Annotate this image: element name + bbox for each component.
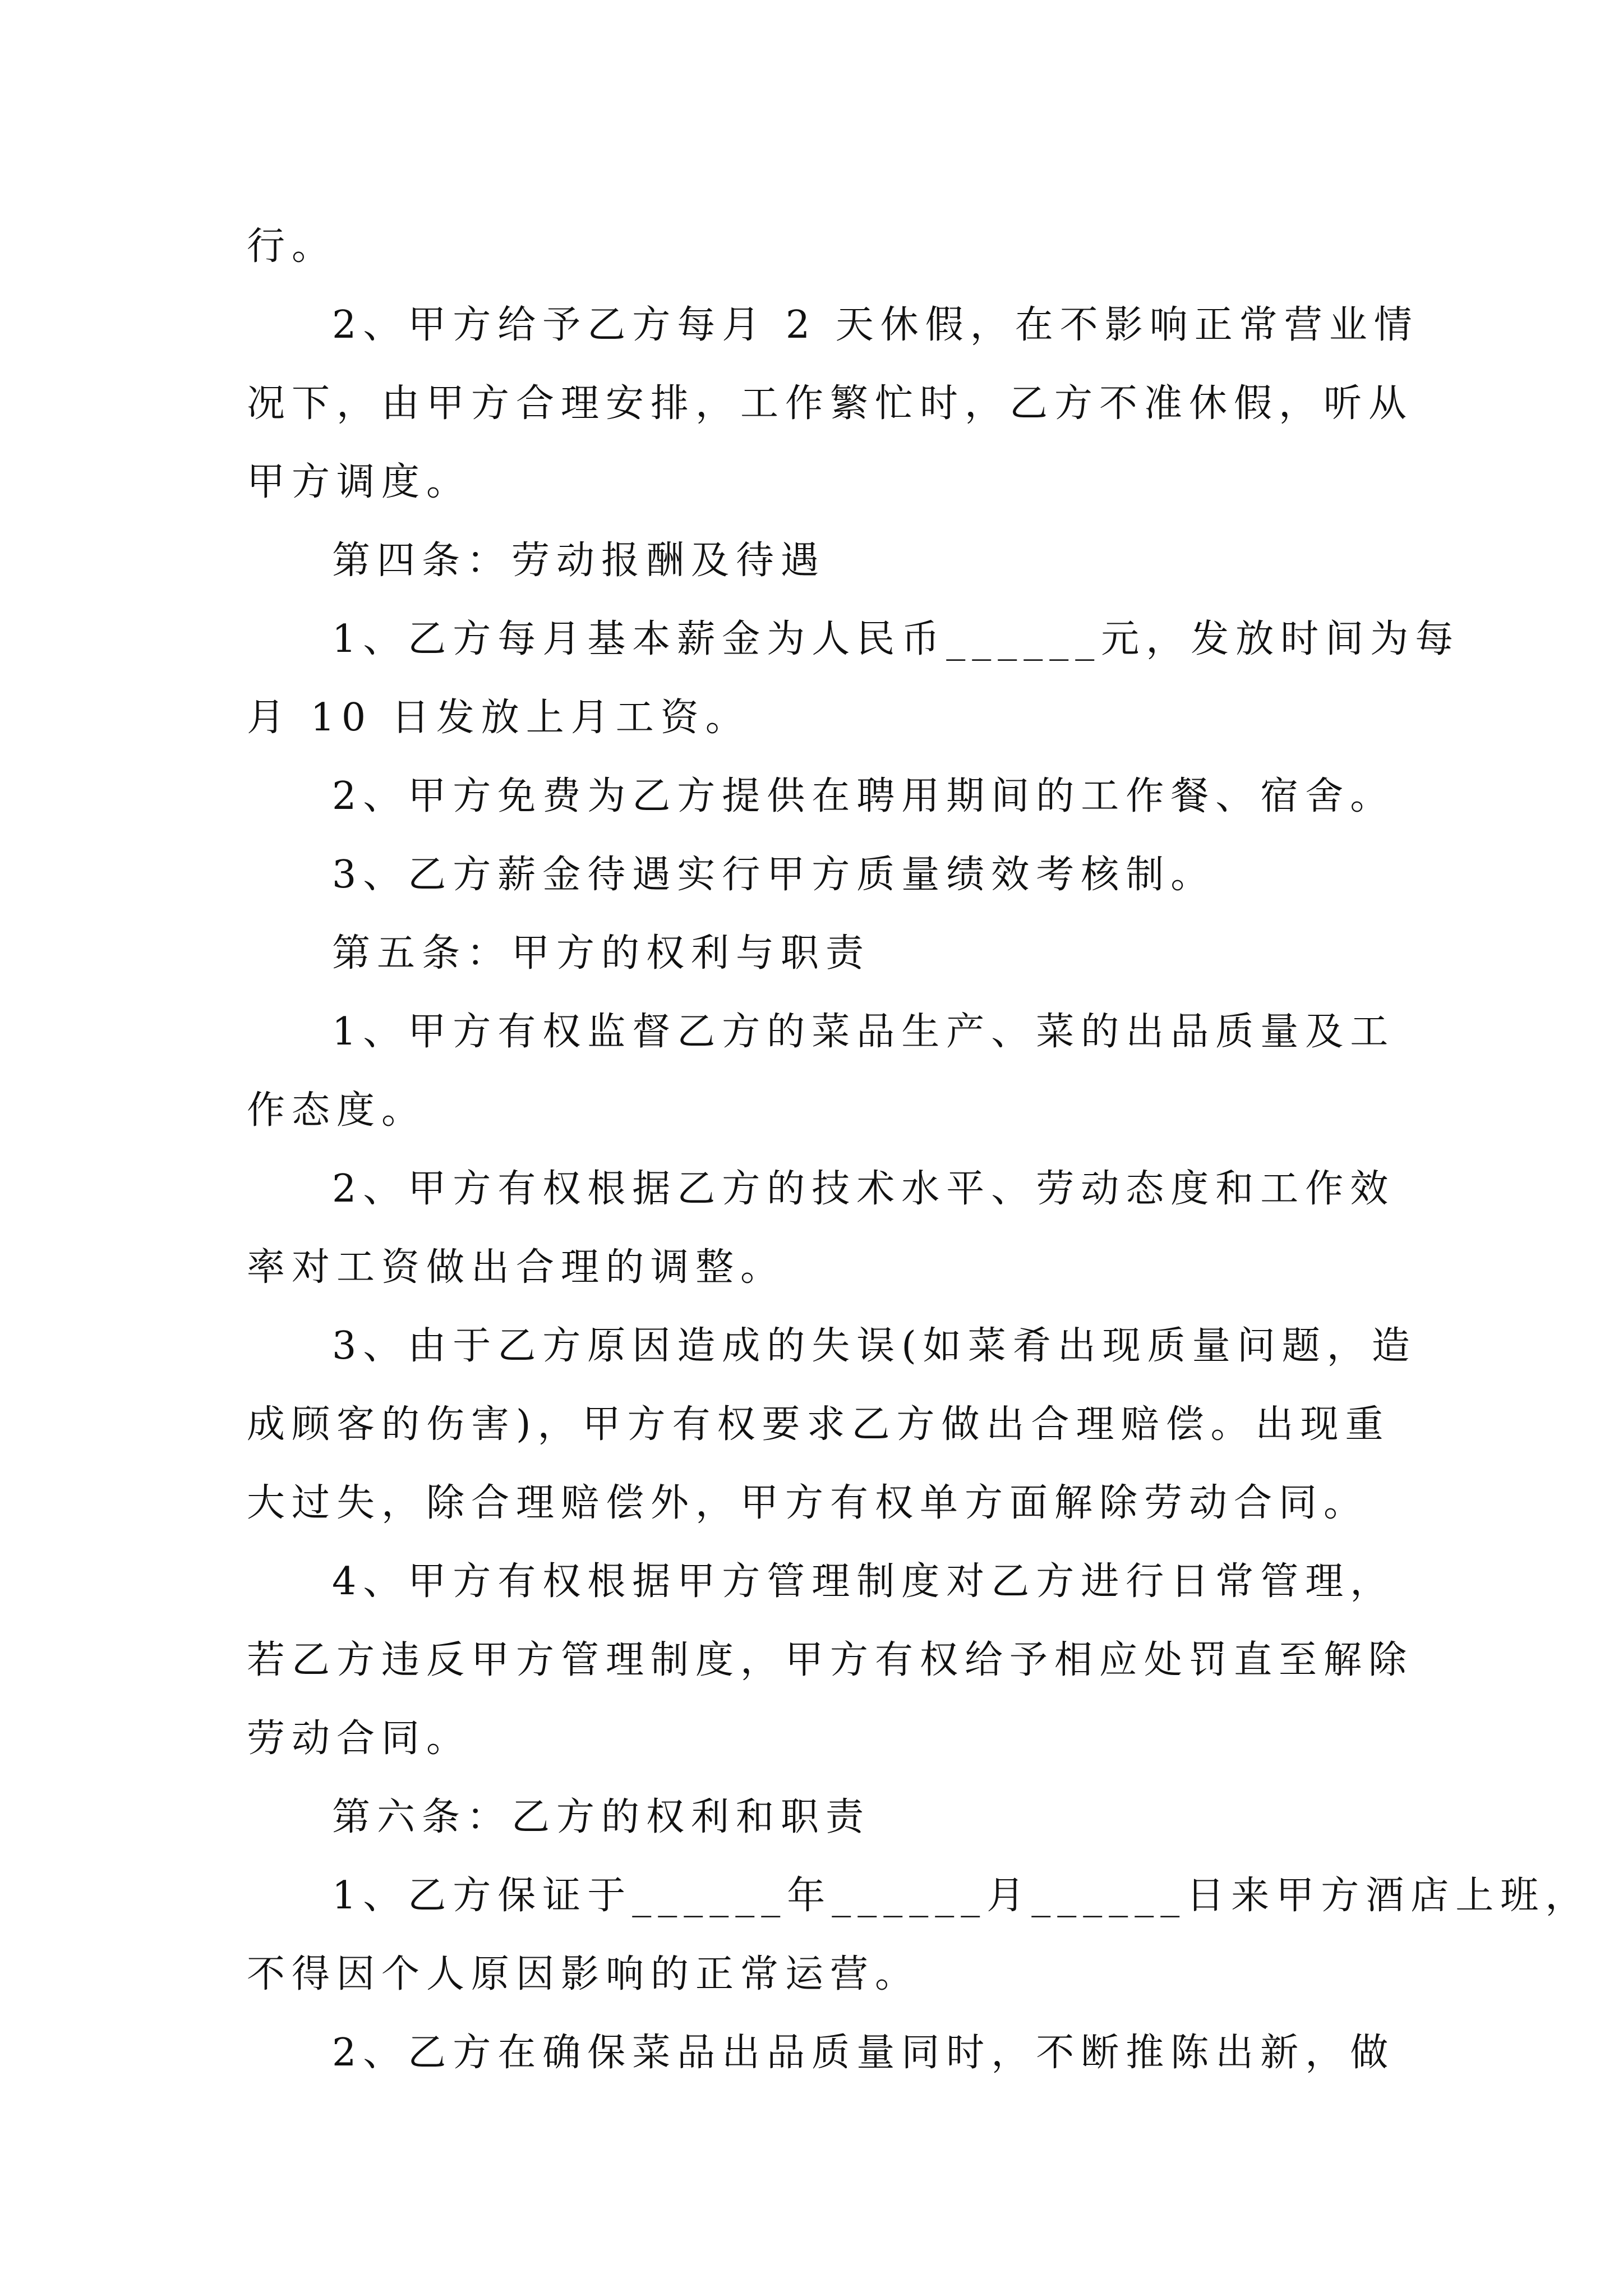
paragraph-line: 2、甲方免费为乙方提供在聘用期间的工作餐、宿舍。 [332, 774, 1395, 818]
section-heading: 第五条：甲方的权利与职责 [332, 931, 871, 976]
paragraph-line: 3、由于乙方原因造成的失误(如菜肴出现质量问题，造 [332, 1324, 1417, 1368]
paragraph-line: 甲方调度。 [247, 460, 472, 504]
document-body [247, 208, 1590, 2092]
paragraph-line: 月 10 日发放上月工资。 [247, 696, 750, 740]
paragraph-line: 2、乙方在确保菜品出品质量同时，不断推陈出新，做 [332, 2031, 1395, 2075]
paragraph-line: 4、甲方有权根据甲方管理制度对乙方进行日常管理， [332, 1559, 1395, 1604]
paragraph-line: 行。 [247, 224, 337, 269]
paragraph-line: 1、乙方保证于______年______月______日来甲方酒店上班， [332, 1874, 1590, 1918]
paragraph-line: 作态度。 [247, 1088, 427, 1133]
paragraph-line: 若乙方违反甲方管理制度，甲方有权给予相应处罚直至解除 [247, 1638, 1414, 1682]
paragraph-line: 况下，由甲方合理安排，工作繁忙时，乙方不准休假，听从 [247, 381, 1414, 426]
section-heading: 第六条：乙方的权利和职责 [332, 1795, 871, 1839]
paragraph-line: 1、乙方每月基本薪金为人民币______元，发放时间为每 [332, 617, 1460, 661]
section-heading: 第四条：劳动报酬及待遇 [332, 539, 826, 583]
paragraph-line: 率对工资做出合理的调整。 [247, 1245, 786, 1290]
paragraph-line: 成顾客的伤害)，甲方有权要求乙方做出合理赔偿。出现重 [247, 1402, 1390, 1447]
paragraph-line: 2、甲方有权根据乙方的技术水平、劳动态度和工作效 [332, 1167, 1395, 1211]
paragraph-line: 1、甲方有权监督乙方的菜品生产、菜的出品质量及工 [332, 1010, 1395, 1054]
paragraph-line: 大过失，除合理赔偿外，甲方有权单方面解除劳动合同。 [247, 1481, 1369, 1525]
paragraph-line: 不得因个人原因影响的正常运营。 [247, 1952, 920, 1996]
paragraph-line: 2、甲方给予乙方每月 2 天休假，在不影响正常营业情 [332, 303, 1419, 347]
paragraph-line: 3、乙方薪金待遇实行甲方质量绩效考核制。 [332, 853, 1216, 897]
paragraph-line: 劳动合同。 [247, 1717, 472, 1761]
